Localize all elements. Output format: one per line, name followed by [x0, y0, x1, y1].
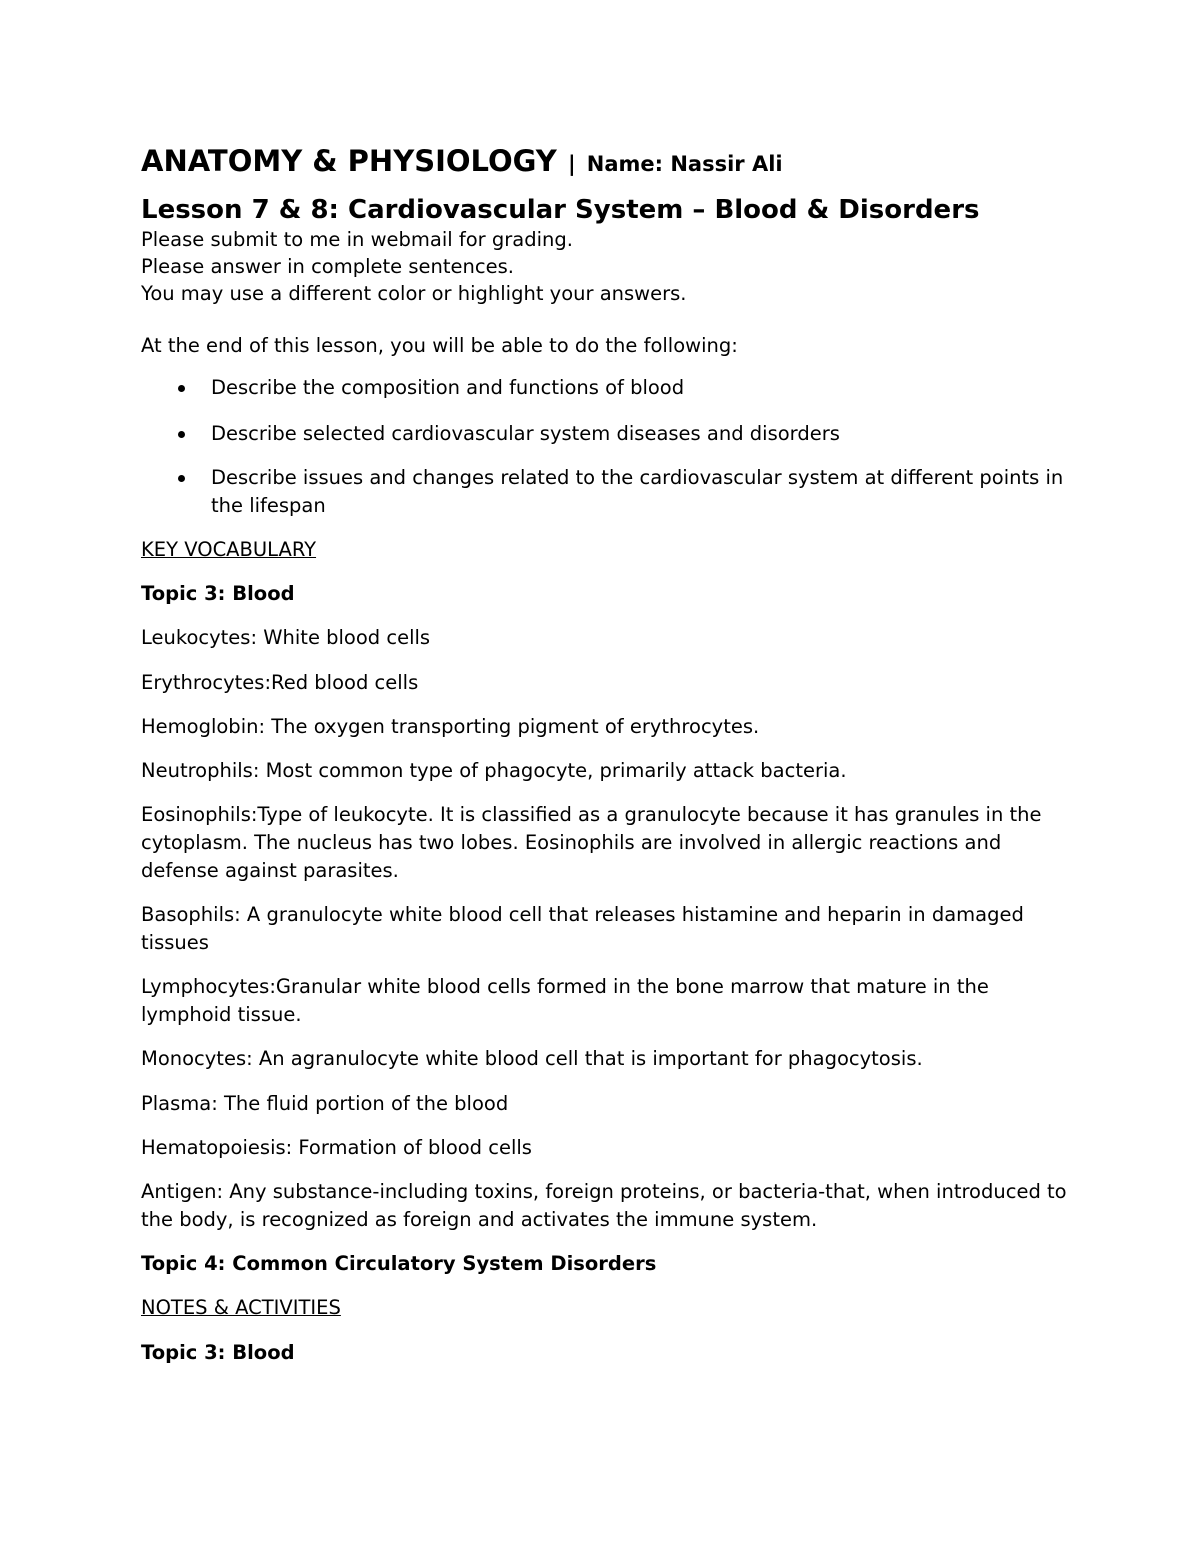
notes-topic-3-heading: Topic 3: Blood — [141, 1341, 295, 1364]
student-name: Name: Nassir Ali — [586, 152, 783, 176]
vocab-term: Eosinophils:Type of leukocyte. It is classified as a granulocyte because it has granules in the cytoplasm. The nucleus has two lobes. Eosinophils are involved in allergic reactions and defense against parasites. — [141, 803, 1042, 882]
document-title — [141, 140, 783, 184]
title-separator: | — [567, 152, 576, 176]
vocab-term: Neutrophils: Most common type of phagocyte, primarily attack bacteria. — [141, 759, 847, 782]
bullet-icon — [178, 431, 185, 438]
notes-activities-heading: NOTES & ACTIVITIES — [141, 1296, 341, 1319]
objectives-intro: At the end of this lesson, you will be able to do the following: — [141, 334, 738, 357]
lesson-title: Lesson 7 & 8: Cardiovascular System – Blood & Disorders — [141, 195, 980, 225]
key-vocabulary-heading: KEY VOCABULARY — [141, 538, 317, 561]
bullet-icon — [178, 475, 185, 482]
vocab-term: Plasma: The fluid portion of the blood — [141, 1092, 509, 1115]
vocab-term: Basophils: A granulocyte white blood cell that releases histamine and heparin in damaged tissues — [141, 903, 1024, 954]
course-title: ANATOMY & PHYSIOLOGY — [141, 144, 557, 178]
vocab-term: Leukocytes: White blood cells — [141, 626, 431, 649]
vocab-term: Hematopoiesis: Formation of blood cells — [141, 1136, 532, 1159]
bullet-icon — [178, 385, 185, 392]
topic-3-heading: Topic 3: Blood — [141, 582, 295, 605]
instruction-line: Please submit to me in webmail for grading. — [141, 228, 573, 251]
vocab-term: Monocytes: An agranulocyte white blood cell that is important for phagocytosis. — [141, 1047, 923, 1070]
instruction-line: Please answer in complete sentences. — [141, 255, 514, 278]
instruction-line: You may use a different color or highlight your answers. — [141, 282, 687, 305]
objective-text: Describe the composition and functions of blood — [211, 376, 685, 399]
objective-text: Describe issues and changes related to the cardiovascular system at different points in the lifespan — [211, 466, 1064, 517]
vocab-term: Antigen: Any substance-including toxins, foreign proteins, or bacteria-that, when introduced to the body, is recognized as foreign and activates the immune system. — [141, 1180, 1067, 1231]
objective-item — [141, 464, 1081, 520]
objective-text: Describe selected cardiovascular system diseases and disorders — [211, 422, 840, 445]
vocab-term: Erythrocytes:Red blood cells — [141, 671, 419, 694]
objective-item — [141, 420, 1081, 448]
objectives-list — [141, 374, 1081, 520]
topic-4-heading: Topic 4: Common Circulatory System Disorders — [141, 1252, 657, 1275]
objective-item — [141, 374, 1081, 402]
vocab-term: Hemoglobin: The oxygen transporting pigment of erythrocytes. — [141, 715, 760, 738]
vocab-term: Lymphocytes:Granular white blood cells formed in the bone marrow that mature in the lymphoid tissue. — [141, 975, 989, 1026]
